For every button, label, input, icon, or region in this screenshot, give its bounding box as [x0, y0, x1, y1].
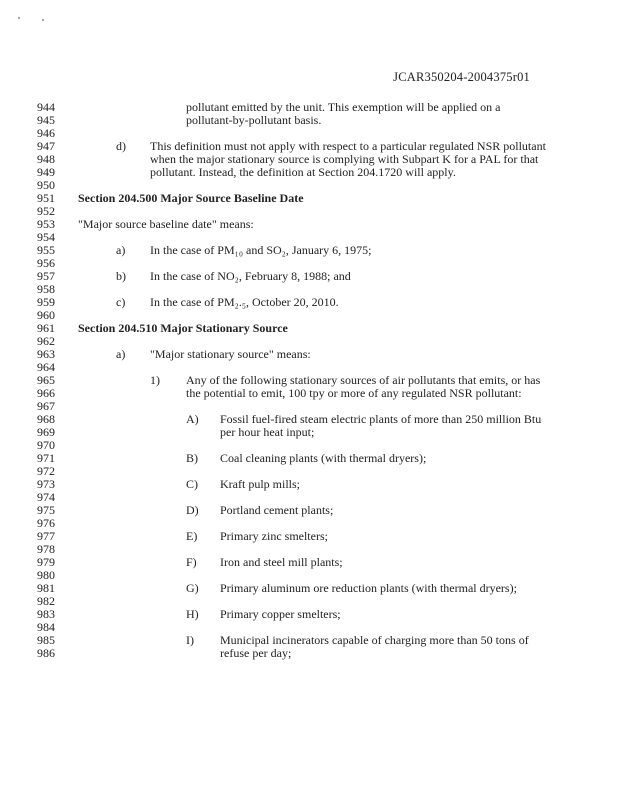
line-number: 986 [37, 646, 55, 660]
line-number: 983 [37, 607, 55, 621]
line-number: 957 [37, 269, 55, 283]
line-number: 964 [37, 360, 55, 374]
item-marker: b) [116, 269, 126, 283]
item-d-text: This definition must not apply with respect to a particular regulated NSR pollutant [150, 139, 546, 153]
source-item: Primary zinc smelters; [220, 529, 328, 543]
source-item: Coal cleaning plants (with thermal dryers); [220, 451, 427, 465]
source-item: Fossil fuel-fired steam electric plants of more than 250 million Btu [220, 412, 542, 426]
item-marker: d) [116, 139, 126, 153]
item-marker: a) [116, 347, 126, 361]
line-number: 984 [37, 620, 55, 634]
line-number: 945 [37, 113, 55, 127]
line-number: 972 [37, 464, 55, 478]
item-marker: F) [186, 555, 197, 569]
line-number: 966 [37, 386, 55, 400]
line-number: 965 [37, 373, 55, 387]
line-number: 954 [37, 230, 55, 244]
line-number: 950 [37, 178, 55, 192]
line-number: 953 [37, 217, 55, 231]
line-number: 985 [37, 633, 55, 647]
line-number: 961 [37, 321, 55, 335]
line-number: 944 [37, 100, 55, 114]
section-heading: Section 204.510 Major Stationary Source [78, 321, 288, 335]
line-number: 951 [37, 191, 55, 205]
source-item: Kraft pulp mills; [220, 477, 300, 491]
subsection-text: Any of the following stationary sources of air pollutants that emits, or has [186, 373, 541, 387]
line-number: 967 [37, 399, 55, 413]
line-number: 956 [37, 256, 55, 270]
source-item: Iron and steel mill plants; [220, 555, 343, 569]
line-number: 952 [37, 204, 55, 218]
line-number: 948 [37, 152, 55, 166]
item-marker: 1) [150, 373, 160, 387]
item-marker: H) [186, 607, 199, 621]
line-number: 947 [37, 139, 55, 153]
line-number: 960 [37, 308, 55, 322]
item-d-text: pollutant. Instead, the definition at Section 204.1720 will apply. [150, 165, 456, 179]
line-number: 946 [37, 126, 55, 140]
line-number: 981 [37, 581, 55, 595]
line-number: 974 [37, 490, 55, 504]
scan-specks [18, 17, 58, 23]
source-item: Primary aluminum ore reduction plants (with thermal dryers); [220, 581, 517, 595]
line-number: 982 [37, 594, 55, 608]
line-number: 962 [37, 334, 55, 348]
line-number: 975 [37, 503, 55, 517]
line-number: 955 [37, 243, 55, 257]
item-marker: A) [186, 412, 199, 426]
source-item: refuse per day; [220, 646, 292, 660]
line-number: 970 [37, 438, 55, 452]
baseline-item: In the case of PM₂.₅, October 20, 2010. [150, 295, 339, 309]
item-marker: D) [186, 503, 199, 517]
line-number: 959 [37, 295, 55, 309]
subsection-text: the potential to emit, 100 tpy or more of any regulated NSR pollutant: [186, 386, 522, 400]
line-number: 969 [37, 425, 55, 439]
continuation-text: pollutant emitted by the unit. This exemption will be applied on a [186, 100, 501, 114]
line-number: 978 [37, 542, 55, 556]
item-marker: c) [116, 295, 126, 309]
line-number: 971 [37, 451, 55, 465]
baseline-item: In the case of PM₁₀ and SO₂, January 6, 1975; [150, 243, 372, 257]
section-heading: Section 204.500 Major Source Baseline Date [78, 191, 304, 205]
line-number: 973 [37, 477, 55, 491]
source-item: Primary copper smelters; [220, 607, 341, 621]
line-number: 949 [37, 165, 55, 179]
line-number: 958 [37, 282, 55, 296]
item-marker: a) [116, 243, 126, 257]
item-marker: G) [186, 581, 199, 595]
source-item: Portland cement plants; [220, 503, 334, 517]
source-item: Municipal incinerators capable of charging more than 50 tons of [220, 633, 529, 647]
document-id: JCAR350204-2004375r01 [393, 70, 530, 84]
line-number: 979 [37, 555, 55, 569]
line-number: 976 [37, 516, 55, 530]
source-item: per hour heat input; [220, 425, 315, 439]
item-marker: I) [186, 633, 194, 647]
item-marker: E) [186, 529, 198, 543]
item-marker: C) [186, 477, 198, 491]
definition-intro: "Major stationary source" means: [150, 347, 311, 361]
line-number: 980 [37, 568, 55, 582]
line-number: 963 [37, 347, 55, 361]
line-number: 968 [37, 412, 55, 426]
continuation-text: pollutant-by-pollutant basis. [186, 113, 322, 127]
definition-intro: "Major source baseline date" means: [78, 217, 254, 231]
line-number: 977 [37, 529, 55, 543]
item-marker: B) [186, 451, 198, 465]
item-d-text: when the major stationary source is complying with Subpart K for a PAL for that [150, 152, 539, 166]
baseline-item: In the case of NO₂, February 8, 1988; and [150, 269, 351, 283]
